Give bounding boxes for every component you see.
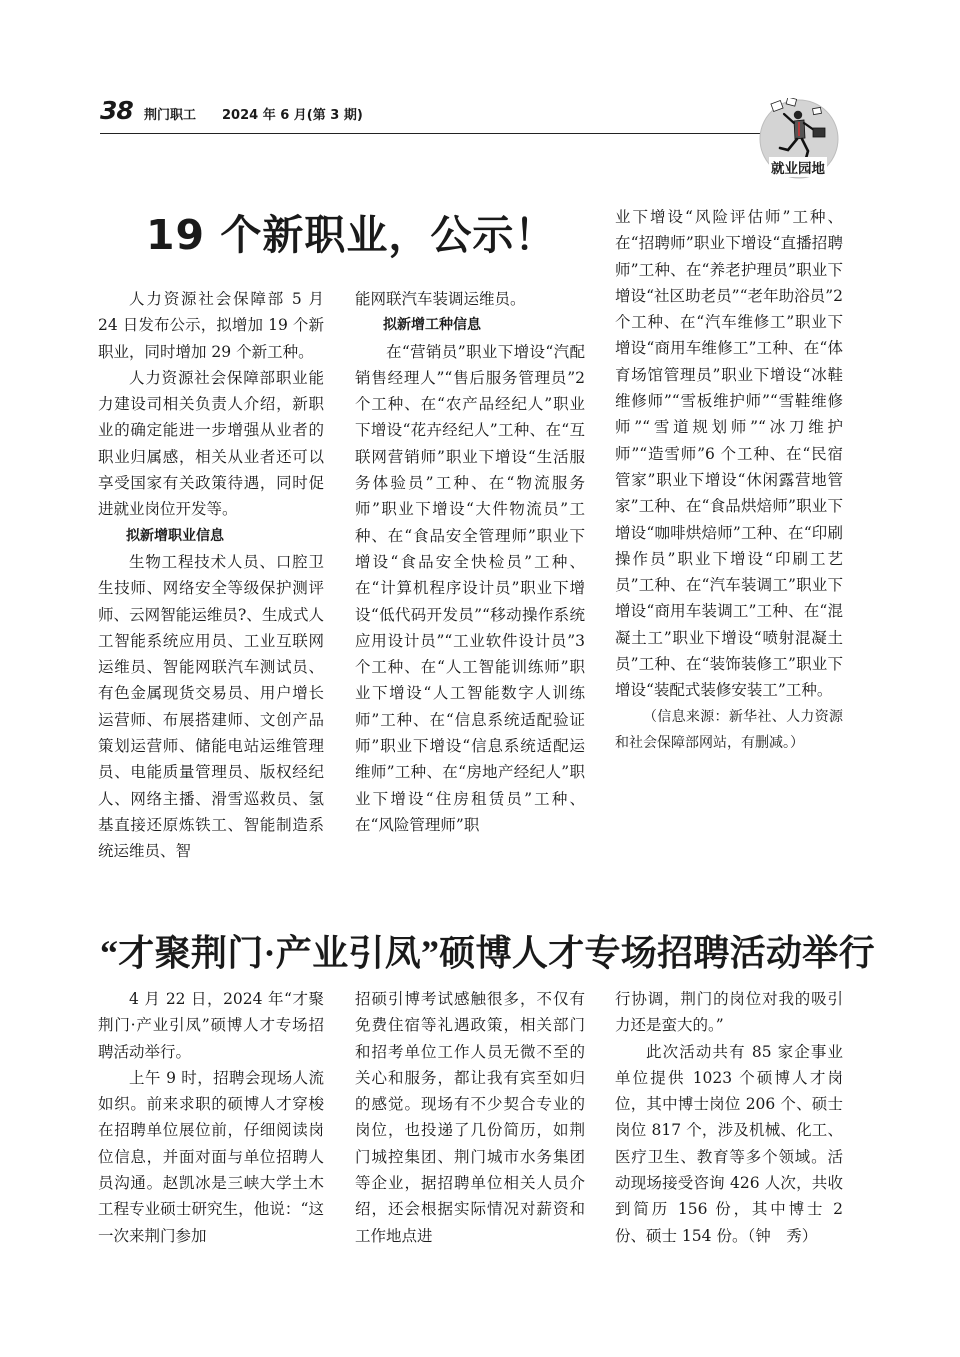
article2-column-2 bbox=[355, 986, 585, 1249]
paragraph: 人力资源社会保障部职业能力建设司相关负责人介绍，新职业的确定能进一步增强从业者的职业归属感，相关从业者还可以享受国家有关政策待遇，同时促进就业岗位开发等。 bbox=[98, 368, 324, 519]
subheading-new-job-types: 拟新增工种信息 bbox=[383, 317, 481, 334]
article1-column-3 bbox=[615, 204, 843, 756]
paragraph: 上午 9 时，招聘会现场人流如织。前来求职的硕博人才穿梭在招聘单位展位前，仔细阅读岗位信息，并面对面与单位招聘人员沟通。赵凯冰是三峡大学土木工程专业硕士研究生，他说：“这一次来荆门参加 bbox=[98, 1068, 324, 1245]
paragraph: 此次活动共有 85 家企事业单位提供 1023 个硕博人才岗位，其中博士岗位 206 个、硕士岗位 817 个，涉及机械、化工、医疗卫生、教育等多个领域。活动现场接受咨询 426 人次，共收到简历 156 份，其中博士 2 份、硕士 154 份。（钟 秀） bbox=[615, 1042, 843, 1245]
page-number: 38 bbox=[100, 96, 133, 125]
paragraph: 招硕引博考试感触很多，不仅有免费住宿等礼遇政策，相关部门和招考单位工作人员无微不至的关心和服务，都让我有宾至如归的感觉。现场有不少契合专业的岗位，也投递了几份简历，如荆门城控集团、荆门城市水务集团等企业，据招聘单位相关人员介绍，还会根据实际情况对薪资和工作地点进 bbox=[355, 990, 585, 1245]
subheading-new-occupations: 拟新增职业信息 bbox=[126, 527, 224, 544]
publication-name: 荆门职工 bbox=[144, 108, 197, 123]
paragraph: 4 月 22 日，2024 年“才聚荆门·产业引凤”硕博人才专场招聘活动举行。 bbox=[98, 990, 324, 1061]
paragraph: 能网联汽车装调运维员。 bbox=[355, 290, 526, 308]
article1-title: 19 个新职业，公示！ bbox=[146, 211, 557, 259]
article2-column-1 bbox=[98, 986, 324, 1249]
section-label: 就业园地 bbox=[769, 157, 827, 177]
paragraph: 业下增设“风险评估师”工种、在“招聘师”职业下增设“直播招聘师”工种、在“养老护理员”职业下增设“社区助老员”“老年助浴员”2 个工种、在“汽车维修工”职业下增设“商用车维修工”工种、在“体育场馆管理员”职业下增设“冰鞋维修师”“雪板维护师”“雪鞋维修师”“雪道规划师”“冰刀维护师”“造雪师”6 个工种、在“民宿管家”职业下增设“休闲露营地管家”工种、在“食品烘焙师”职业下增设“咖啡烘焙师”工种、在“印刷操作员”职业下增设“印刷工艺员”工种、在“汽车装调工”职业下增设“商用车装调工”工种、在“混凝土工”职业下增设“喷射混凝土员”工种、在“装饰装修工”职业下增设“装配式装修安装工”工种。 bbox=[615, 208, 843, 700]
article1-column-1 bbox=[98, 286, 324, 865]
paragraph: 生物工程技术人员、口腔卫生技师、网络安全等级保护测评师、云网智能运维员?、生成式人工智能系统应用员、工业互联网运维员、智能网联汽车测试员、有色金属现货交易员、用户增长运营师、布展搭建师、文创产品策划运营师、储能电站运维管理员、电能质量管理员、版权经纪人、网络主播、滑雪巡救员、氢基直接还原炼铁工、智能制造系统运维员、智 bbox=[98, 552, 324, 861]
article2-column-3 bbox=[615, 986, 843, 1249]
article2-title: “才聚荆门·产业引凤”硕博人才专场招聘活动举行 bbox=[100, 933, 875, 973]
source-note: （信息来源：新华社、人力资源和社会保障部网站，有删减。） bbox=[615, 708, 843, 751]
header-rule bbox=[100, 133, 762, 134]
issue-date: 2024 年 6 月(第 3 期) bbox=[222, 108, 363, 123]
paragraph: 在“营销员”职业下增设“汽配销售经理人”“售后服务管理员”2 个工种、在“农产品经纪人”职业下增设“花卉经纪人”工种、在“互联网营销师”职业下增设“生活服务体验员”工种、在“物流服务师”职业下增设“大件物流员”工种、在“食品安全管理师”职业下增设“食品安全快检员”工种、在“计算机程序设计员”职业下增设“低代码开发员”“移动操作系统应用设计员”“工业软件设计员”3 个工种、在“人工智能训练师”职业下增设“人工智能数字人训练师”工种、在“信息系统适配验证师”职业下增设“信息系统适配运维师”工种、在“房地产经纪人”职业下增设“住房租赁员”工种、在“风险管理师”职 bbox=[355, 342, 585, 834]
paragraph: 人力资源社会保障部 5 月 24 日发布公示，拟增加 19 个新职业，同时增加 29 个新工种。 bbox=[98, 290, 324, 361]
article1-column-2 bbox=[355, 286, 585, 838]
paragraph: 行协调，荆门的岗位对我的吸引力还是蛮大的。” bbox=[615, 990, 843, 1035]
page-header bbox=[100, 96, 760, 136]
